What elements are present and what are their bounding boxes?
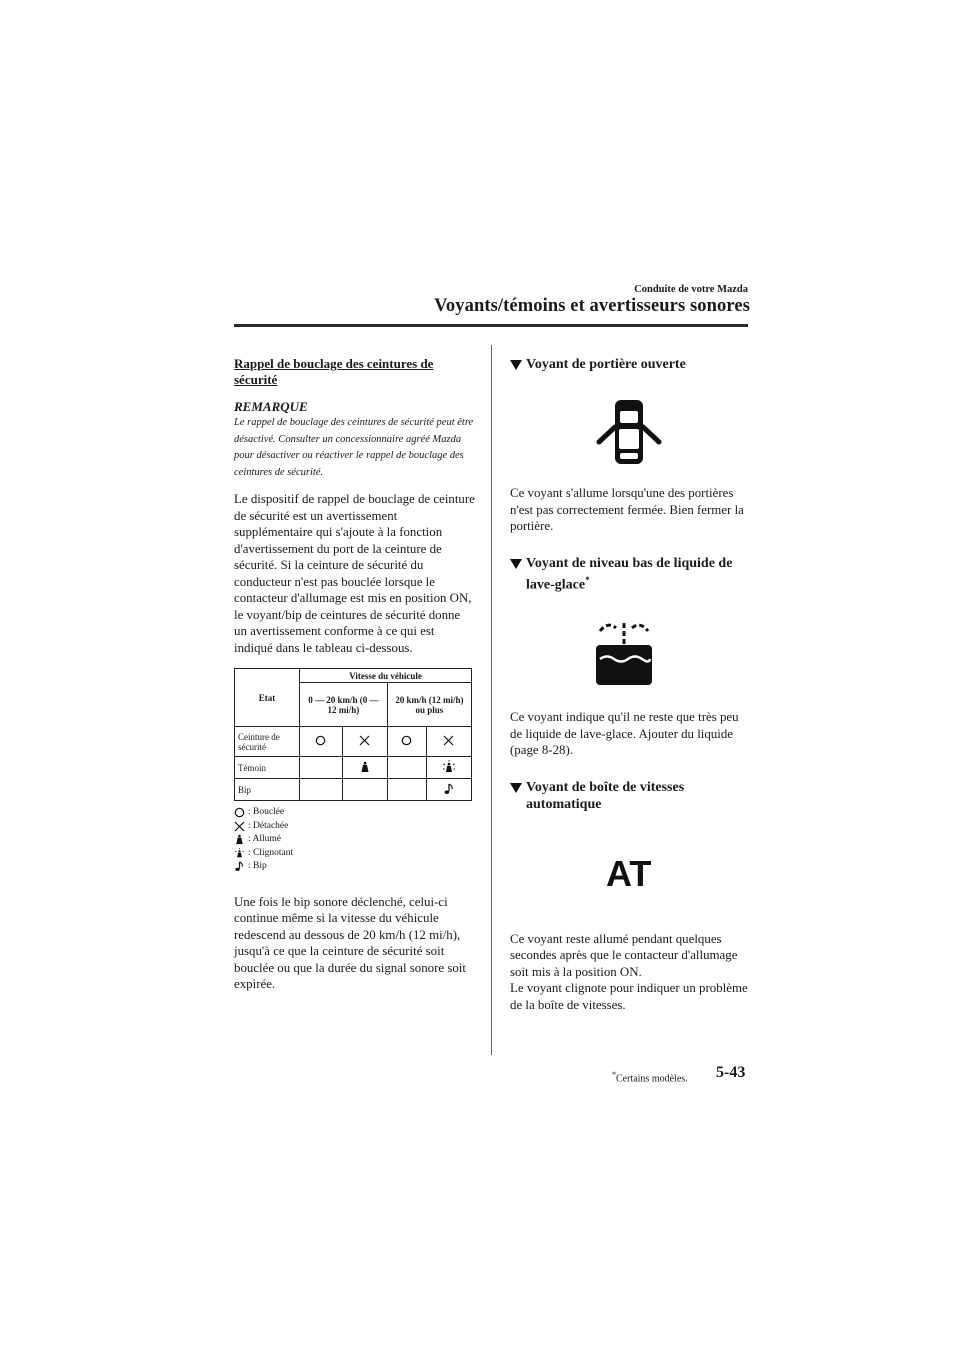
table-header-speed-high: 20 km/h (12 mi/h) ou plus [387,683,471,727]
lamp-flashing-icon [426,757,471,779]
lamp-on-icon [234,834,245,845]
legend-item-on: : Allumé [234,833,476,847]
page-number: 5-43 [716,1064,746,1081]
page-title: Voyants/témoins et avertisseurs sonores [434,296,750,316]
triangle-bullet-icon [510,559,522,569]
circle-icon [300,727,343,757]
at-warning-icon: AT [606,852,652,894]
column-divider [491,345,492,1055]
beep-icon [234,861,245,872]
beep-icon [426,779,471,801]
at-text-1: Ce voyant reste allumé pendant quelques secondes après que le contacteur d'allumage soit mis à la position ON. [510,931,738,979]
table-header-speed-low: 0 — 20 km/h (0 — 12 mi/h) [300,683,388,727]
closing-paragraph: Une fois le bip sonore déclenché, celui-ci continue même si la vitesse du véhicule redescend au dessous de 20 km/h (12 mi/h), jusqu'à ce que la ceinture de sécurité soit bouclée ou que la durée du signal sonore soit expirée. [234,894,466,991]
legend-item-flashing: : Clignotant [234,847,476,861]
left-column [234,356,476,993]
cross-icon [234,821,245,832]
triangle-bullet-icon [510,360,522,370]
seatbelt-table [234,668,472,801]
door-ajar-icon [510,373,750,477]
legend-item-unbuckled: : Détachée [234,820,476,834]
intro-paragraph: Le dispositif de rappel de bouclage de ceinture de sécurité est un avertissement supplémentaire qui s'ajoute à la fonction d'avertissement du port de la ceinture de sécurité. Si la ceinture de sécurité du conducteur n'est pas bouclée lorsque le contacteur d'allumage est mis en position ON, le voyant/bip de ceintures de sécurité donne un avertissement conforme à ce qui est indiqué dans le tableau ci-dessous. [234,492,475,655]
triangle-bullet-icon [510,783,522,793]
row-label-bip: Bip [235,779,300,801]
footer-note: *Certains modèles. [612,1070,688,1085]
door-text: Ce voyant s'allume lorsqu'une des portières n'est pas correctement fermée. Bien fermer la portière. [510,486,744,533]
section-subtitle: Rappel de bouclage des ceintures de sécurité [234,356,434,387]
at-text-2: Le voyant clignote pour indiquer un problème de la boîte de vitesses. [510,981,748,1012]
circle-icon [387,727,426,757]
lamp-on-icon [342,757,387,779]
door-section-title: Voyant de portière ouverte [510,356,750,373]
table-header-etat: Etat [235,669,300,727]
washer-section-title: Voyant de niveau bas de liquide de lave-glace* [510,555,750,594]
cross-icon [342,727,387,757]
lamp-flashing-icon [234,848,245,859]
cross-icon [426,727,471,757]
washer-text: Ce voyant indique qu'il ne reste que très peu de liquide de lave-glace. Ajouter du liquide (page 8-28). [510,710,739,758]
legend-item-buckled: : Bouclée [234,806,476,820]
right-column [510,356,750,1013]
table-header-speed: Vitesse du véhicule [300,669,472,683]
washer-fluid-icon [510,593,750,701]
row-label-lamp: Témoin [235,757,300,779]
legend-item-beep: : Bip [234,860,476,874]
remark-text: Le rappel de bouclage des ceintures de sécurité peut être désactivé. Consulter un concessionnaire agréé Mazda pour désactiver ou réactiver le rappel de bouclage des ceintures de sécurité. [234,417,474,478]
legend [234,806,476,874]
at-section-title: Voyant de boîte de vitesses automatique [510,779,750,813]
chapter-title: Conduite de votre Mazda [634,284,748,295]
row-label-belt: Ceinture de sécurité [235,727,300,757]
circle-icon [234,807,245,818]
header-rule [234,324,748,327]
remark-title: REMARQUE [234,399,308,414]
